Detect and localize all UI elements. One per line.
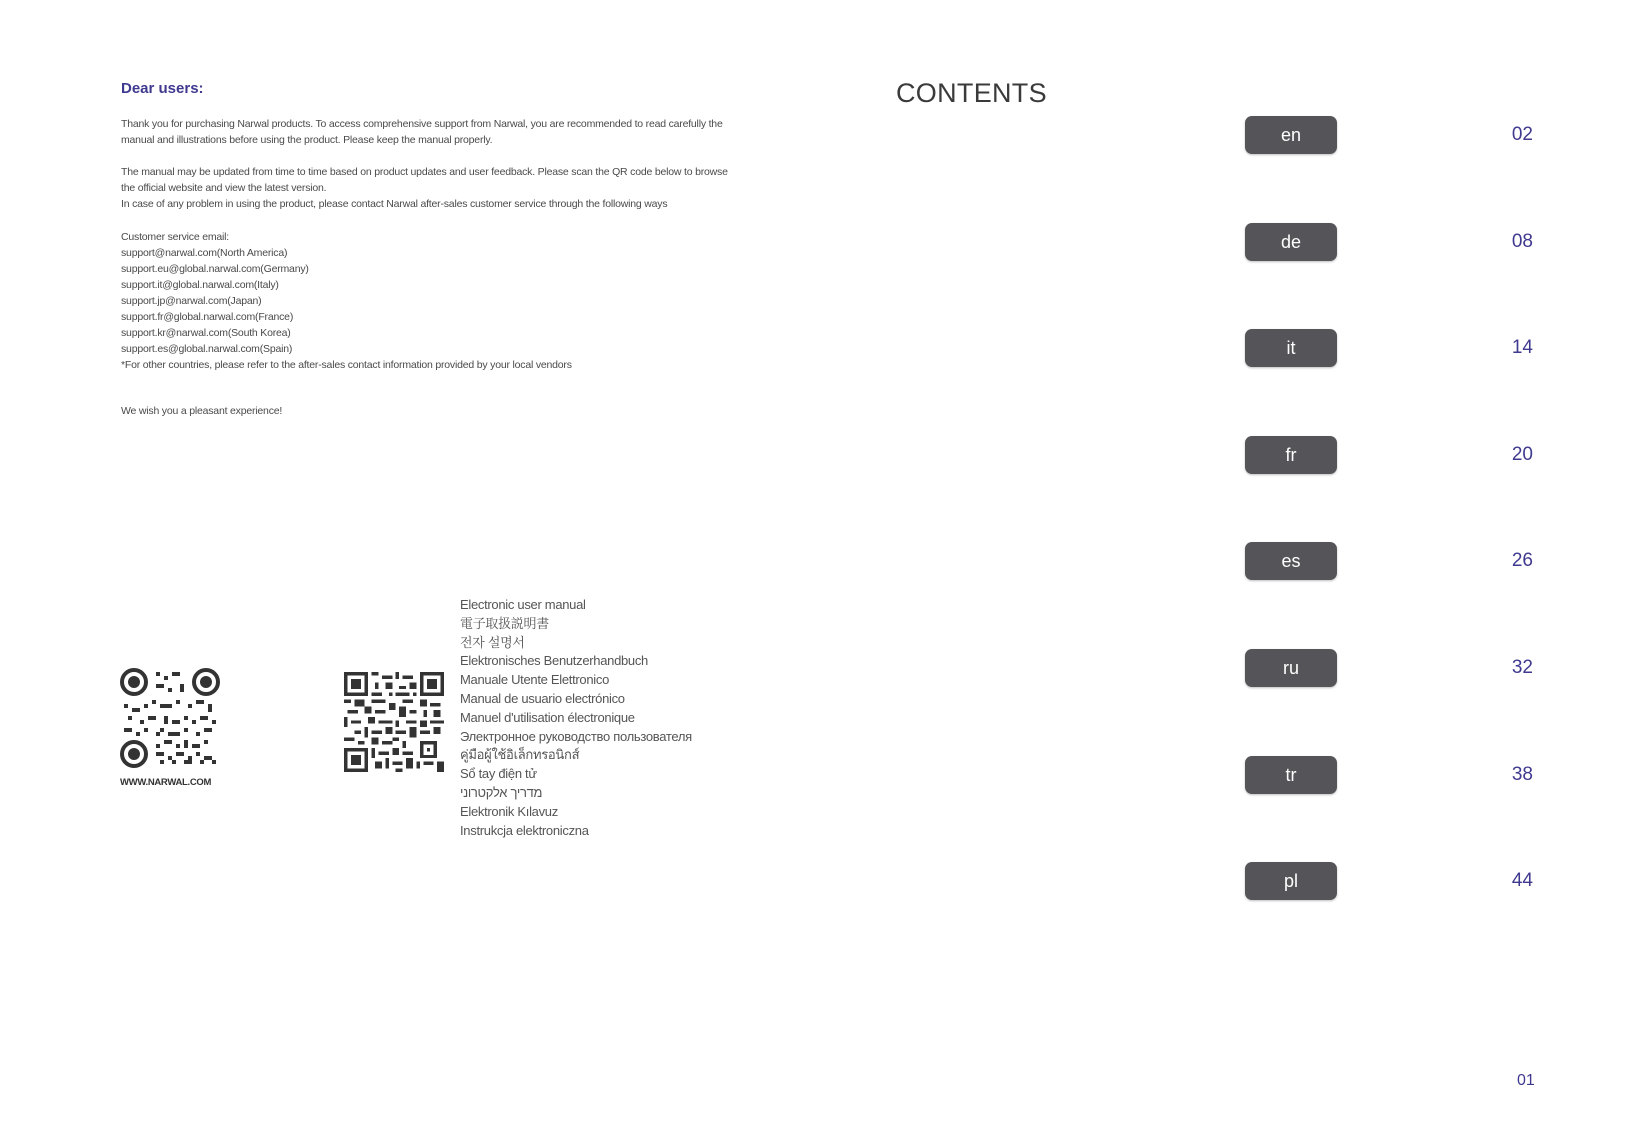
toc-entry-pl[interactable] — [1245, 862, 1545, 902]
page-number: 20 — [1511, 444, 1533, 465]
toc-entry-ru[interactable] — [1245, 649, 1545, 689]
email-italy: support.it@global.narwal.com(Italy) — [121, 279, 279, 291]
intro-line: manual and illustrations before using the product. Please keep the manual properly. — [121, 134, 493, 146]
email-germany: support.eu@global.narwal.com(Germany) — [121, 263, 309, 275]
footnote: *For other countries, please refer to the after-sales contact information provided by your local vendors — [121, 359, 572, 371]
manual-title-it: Manuale Utente Elettronico — [460, 672, 610, 688]
toc-entry-en[interactable] — [1245, 116, 1545, 156]
closing-wish: We wish you a pleasant experience! — [121, 405, 283, 417]
manual-title-ru: Электронное руководство пользователя — [460, 728, 692, 744]
manual-title-tr: Elektronik Kılavuz — [460, 803, 558, 819]
website-url[interactable]: WWW.NARWAL.COM — [120, 777, 212, 788]
customer-service-emails — [121, 229, 572, 373]
contents-title: CONTENTS — [896, 78, 1047, 108]
page-number: 38 — [1511, 764, 1533, 785]
manual-title-th: คู่มือผู้ใช้อิเล็กทรอนิกส์ — [460, 747, 580, 763]
manual-title-es: Manual de usuario electrónico — [460, 690, 625, 706]
manual-title-ko: 전자 설명서 — [460, 634, 525, 650]
page-number: 32 — [1511, 657, 1533, 678]
intro-line: the official website and view the latest version. — [121, 182, 327, 194]
lang-pill-fr[interactable]: fr — [1245, 436, 1337, 474]
email-japan: support.jp@narwal.com(Japan) — [121, 295, 262, 307]
page-folio: 01 — [1517, 1072, 1535, 1089]
lang-pill-it[interactable]: it — [1245, 329, 1337, 367]
manual-title-ja: 電子取扱説明書 — [460, 615, 549, 631]
manual-title-fr: Manuel d'utilisation électronique — [460, 709, 635, 725]
manual-title-pl: Instrukcja elektroniczna — [460, 822, 589, 838]
intro-paragraph-2 — [121, 164, 801, 212]
manual-title-he: מדריך אלקטרוני — [460, 784, 543, 800]
lang-pill-es[interactable]: es — [1245, 542, 1337, 580]
lang-pill-tr[interactable]: tr — [1245, 756, 1337, 794]
intro-line: The manual may be updated from time to time based on product updates and user feedback. Please scan the QR code below to browse — [121, 166, 728, 178]
page-number: 14 — [1511, 337, 1533, 358]
emails-heading: Customer service email: — [121, 231, 230, 243]
manual-title-vi: Sổ tay điện tử — [460, 766, 537, 782]
lang-pill-en[interactable]: en — [1245, 116, 1337, 154]
page-number: 08 — [1511, 231, 1533, 252]
toc-entry-it[interactable] — [1245, 329, 1545, 369]
intro-line: Thank you for purchasing Narwal products. To access comprehensive support from Narwal, you are recommended to read carefully the — [121, 118, 723, 130]
page-number: 26 — [1511, 550, 1533, 571]
email-south-korea: support.kr@narwal.com(South Korea) — [121, 327, 291, 339]
toc-entry-de[interactable] — [1245, 223, 1545, 263]
intro-text — [121, 116, 801, 228]
lang-pill-ru[interactable]: ru — [1245, 649, 1337, 687]
page-number: 02 — [1511, 124, 1533, 145]
email-north-america: support@narwal.com(North America) — [121, 247, 288, 259]
manual-qr-code — [344, 672, 444, 772]
email-france: support.fr@global.narwal.com(France) — [121, 311, 294, 323]
greeting-heading: Dear users: — [121, 80, 204, 97]
intro-paragraph-1 — [121, 116, 801, 148]
lang-pill-pl[interactable]: pl — [1245, 862, 1337, 900]
lang-pill-de[interactable]: de — [1245, 223, 1337, 261]
page-number: 44 — [1511, 870, 1533, 891]
toc-entry-fr[interactable] — [1245, 436, 1545, 476]
website-qr-code — [120, 668, 220, 768]
toc-entry-es[interactable] — [1245, 542, 1545, 582]
manual-title-de: Elektronisches Benutzerhandbuch — [460, 653, 648, 669]
electronic-manual-titles — [460, 596, 692, 840]
email-spain: support.es@global.narwal.com(Spain) — [121, 343, 293, 355]
manual-title-en: Electronic user manual — [460, 597, 586, 612]
intro-line: In case of any problem in using the product, please contact Narwal after-sales customer service through the following ways — [121, 198, 668, 210]
toc-entry-tr[interactable] — [1245, 756, 1545, 796]
